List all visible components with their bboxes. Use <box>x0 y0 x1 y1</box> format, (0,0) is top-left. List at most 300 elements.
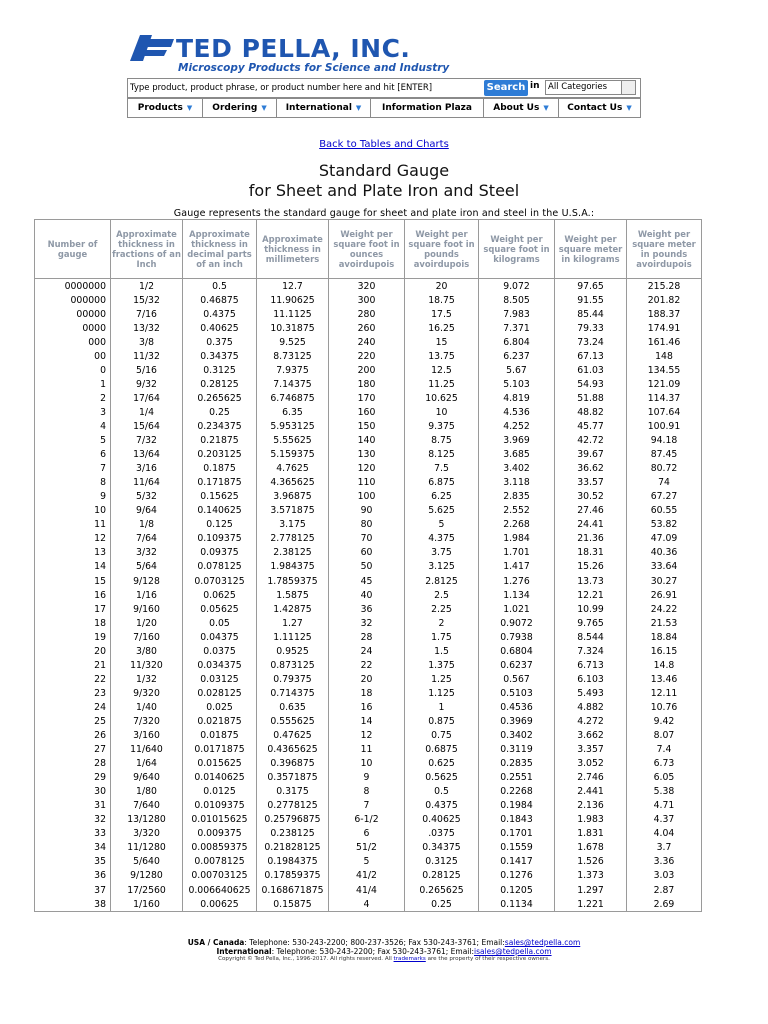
table-cell: 0.5 <box>183 279 257 294</box>
chevron-down-icon <box>621 81 635 94</box>
table-cell: 42.72 <box>555 434 627 448</box>
table-cell: 0000000 <box>35 279 111 294</box>
search-input[interactable] <box>130 80 470 96</box>
table-cell: 0.1875 <box>183 462 257 476</box>
table-cell: 60.55 <box>627 504 702 518</box>
table-cell: 27 <box>35 743 111 757</box>
table-cell: 3/320 <box>111 827 183 841</box>
table-description: Gauge represents the standard gauge for sheet and plate iron and steel in the U.S.A.: <box>173 208 595 219</box>
dropdown-arrow-icon: ▼ <box>261 104 267 112</box>
table-cell: 130 <box>329 448 405 462</box>
table-row <box>35 462 702 476</box>
table-cell: 3.357 <box>555 743 627 757</box>
table-cell: 0.015625 <box>183 757 257 771</box>
table-cell: 0.3402 <box>479 729 555 743</box>
table-cell: 23 <box>35 686 111 700</box>
table-cell: 5.67 <box>479 363 555 377</box>
column-header: Weight per square foot in kilograms <box>479 220 555 279</box>
table-cell: 0.0125 <box>183 785 257 799</box>
table-cell: 22 <box>329 658 405 672</box>
table-row <box>35 405 702 419</box>
table-cell: 17.5 <box>405 307 479 321</box>
table-cell: 7.5 <box>405 462 479 476</box>
table-cell: 29 <box>35 771 111 785</box>
table-cell: 3.118 <box>479 476 555 490</box>
table-cell: 5.38 <box>627 785 702 799</box>
nav-item-international[interactable] <box>277 99 371 117</box>
table-cell: 2 <box>35 391 111 405</box>
table-cell: 36 <box>329 602 405 616</box>
table-cell: 2.441 <box>555 785 627 799</box>
table-cell: 0 <box>35 363 111 377</box>
table-cell: 0.00703125 <box>183 869 257 883</box>
table-cell: 0.2778125 <box>257 799 329 813</box>
table-cell: 7/160 <box>111 630 183 644</box>
table-cell: 32 <box>35 813 111 827</box>
table-cell: 5/32 <box>111 490 183 504</box>
table-cell: 28 <box>35 757 111 771</box>
table-cell: 0.09375 <box>183 546 257 560</box>
table-cell: 11/640 <box>111 743 183 757</box>
table-cell: 0.15625 <box>183 490 257 504</box>
table-cell: 10 <box>329 757 405 771</box>
table-cell: 0.75 <box>405 729 479 743</box>
table-cell: 30 <box>35 785 111 799</box>
page-title-line-2: for Sheet and Plate Iron and Steel <box>248 181 520 200</box>
nav-item-information-plaza[interactable] <box>371 99 484 117</box>
table-cell: 3.052 <box>555 757 627 771</box>
table-cell: 0.3571875 <box>257 771 329 785</box>
table-cell: 6.73 <box>627 757 702 771</box>
table-cell: 10.76 <box>627 700 702 714</box>
table-cell: 7 <box>35 462 111 476</box>
dropdown-arrow-icon: ▼ <box>626 104 632 112</box>
table-cell: 3/80 <box>111 644 183 658</box>
table-cell: 1 <box>405 700 479 714</box>
table-cell: 1/8 <box>111 518 183 532</box>
table-cell: 60 <box>329 546 405 560</box>
table-cell: 16 <box>35 588 111 602</box>
table-cell: 21 <box>35 658 111 672</box>
table-cell: .0375 <box>405 827 479 841</box>
table-cell: 3.96875 <box>257 490 329 504</box>
table-cell: 0.873125 <box>257 658 329 672</box>
table-cell: 6.103 <box>555 672 627 686</box>
table-cell: 0.5625 <box>405 771 479 785</box>
table-row <box>35 532 702 546</box>
table-cell: 18.31 <box>555 546 627 560</box>
table-cell: 1/2 <box>111 279 183 294</box>
table-row <box>35 700 702 714</box>
table-cell: 2.268 <box>479 518 555 532</box>
table-cell: 10 <box>35 504 111 518</box>
table-row <box>35 377 702 391</box>
table-cell: 16 <box>329 700 405 714</box>
table-cell: 0.265625 <box>405 883 479 897</box>
table-cell: 19 <box>35 630 111 644</box>
table-cell: 100.91 <box>627 419 702 433</box>
table-cell: 0.265625 <box>183 391 257 405</box>
table-cell: 3.685 <box>479 448 555 462</box>
nav-item-about-us[interactable] <box>484 99 559 117</box>
table-cell: 9/640 <box>111 771 183 785</box>
table-cell: 0.34375 <box>183 349 257 363</box>
table-cell: 140 <box>329 434 405 448</box>
table-cell: 9 <box>35 490 111 504</box>
table-cell: 0.3125 <box>405 855 479 869</box>
table-cell: 1.983 <box>555 813 627 827</box>
table-row <box>35 869 702 883</box>
table-cell: 5 <box>329 855 405 869</box>
table-cell: 0.0375 <box>183 644 257 658</box>
table-row <box>35 391 702 405</box>
table-cell: 18.84 <box>627 630 702 644</box>
table-cell: 5.103 <box>479 377 555 391</box>
table-cell: 10 <box>405 405 479 419</box>
table-cell: 30.27 <box>627 574 702 588</box>
table-cell: 3.175 <box>257 518 329 532</box>
table-cell: 0.234375 <box>183 419 257 433</box>
table-cell: 45.77 <box>555 419 627 433</box>
isales-email-link[interactable]: isales@tedpella.com <box>474 947 552 956</box>
footer-usa-label: USA / Canada <box>187 938 245 947</box>
table-cell: 0.555625 <box>257 714 329 728</box>
table-cell: 32 <box>329 616 405 630</box>
table-cell: 1.297 <box>555 883 627 897</box>
column-header: Weight per square meter in pounds avoirdupois <box>627 220 702 279</box>
table-cell: 51/2 <box>329 841 405 855</box>
table-cell: 1.221 <box>555 897 627 912</box>
table-cell: 9.525 <box>257 335 329 349</box>
table-cell: 85.44 <box>555 307 627 321</box>
table-cell: 18.75 <box>405 293 479 307</box>
footer-international-text: : Telephone: 530-243-2200; Fax 530-243-3761; Email: <box>271 947 474 956</box>
table-cell: 2.87 <box>627 883 702 897</box>
copyright-text-end: are the property of their respective owners. <box>427 956 550 962</box>
table-cell: 90 <box>329 504 405 518</box>
dropdown-arrow-icon: ▼ <box>355 104 362 112</box>
table-cell: 12 <box>35 532 111 546</box>
table-row <box>35 644 702 658</box>
table-cell: 0.4375 <box>405 799 479 813</box>
table-cell: 2.25 <box>405 602 479 616</box>
table-cell: 9.765 <box>555 616 627 630</box>
table-cell: 0.4365625 <box>257 743 329 757</box>
column-header: Weight per square meter in kilograms <box>555 220 627 279</box>
table-cell: 6 <box>329 827 405 841</box>
table-cell: 0.1134 <box>479 897 555 912</box>
table-cell: 4.819 <box>479 391 555 405</box>
table-row <box>35 841 702 855</box>
table-cell: 6-1/2 <box>329 813 405 827</box>
table-cell: 1.375 <box>405 658 479 672</box>
table-cell: 0.47625 <box>257 729 329 743</box>
table-cell: 2.136 <box>555 799 627 813</box>
table-cell: 0.15875 <box>257 897 329 912</box>
table-cell: 4.536 <box>479 405 555 419</box>
table-cell: 17 <box>35 602 111 616</box>
table-cell: 40 <box>329 588 405 602</box>
table-cell: 0.635 <box>257 700 329 714</box>
table-cell: 17/64 <box>111 391 183 405</box>
table-cell: 0.25796875 <box>257 813 329 827</box>
table-cell: 18 <box>35 616 111 630</box>
table-cell: 26.91 <box>627 588 702 602</box>
table-cell: 15/32 <box>111 293 183 307</box>
page-title-line-1: Standard Gauge <box>318 161 450 180</box>
table-cell: 15 <box>405 335 479 349</box>
table-cell: 47.09 <box>627 532 702 546</box>
table-cell: 0.25 <box>405 897 479 912</box>
table-cell: 50 <box>329 560 405 574</box>
table-cell: 7/16 <box>111 307 183 321</box>
table-cell: 0.2551 <box>479 771 555 785</box>
table-cell: 0.25 <box>183 405 257 419</box>
table-row <box>35 686 702 700</box>
table-cell: 0.009375 <box>183 827 257 841</box>
table-cell: 1.678 <box>555 841 627 855</box>
table-cell: 30.52 <box>555 490 627 504</box>
table-cell: 31 <box>35 799 111 813</box>
table-cell: 174.91 <box>627 321 702 335</box>
table-cell: 54.93 <box>555 377 627 391</box>
table-cell: 0.875 <box>405 714 479 728</box>
table-row <box>35 785 702 799</box>
table-cell: 80.72 <box>627 462 702 476</box>
table-cell: 6.05 <box>627 771 702 785</box>
table-cell: 70 <box>329 532 405 546</box>
table-cell: 14 <box>329 714 405 728</box>
table-cell: 73.24 <box>555 335 627 349</box>
table-cell: 11/64 <box>111 476 183 490</box>
table-row <box>35 349 702 363</box>
table-cell: 0.714375 <box>257 686 329 700</box>
table-cell: 5.493 <box>555 686 627 700</box>
table-row <box>35 729 702 743</box>
table-cell: 18 <box>329 686 405 700</box>
table-cell: 0.46875 <box>183 293 257 307</box>
table-cell: 1.276 <box>479 574 555 588</box>
footer-usa-contact <box>0 938 768 947</box>
table-row <box>35 658 702 672</box>
table-cell: 0.168671875 <box>257 883 329 897</box>
footer-international-label: International <box>216 947 272 956</box>
table-row <box>35 307 702 321</box>
table-cell: 0.0140625 <box>183 771 257 785</box>
table-cell: 1.125 <box>405 686 479 700</box>
table-cell: 11.1125 <box>257 307 329 321</box>
table-row <box>35 434 702 448</box>
table-cell: 41/4 <box>329 883 405 897</box>
table-cell: 110 <box>329 476 405 490</box>
table-cell: 0.5 <box>405 785 479 799</box>
category-select[interactable] <box>545 80 636 95</box>
table-cell: 2.5 <box>405 588 479 602</box>
nav-item-label: Products <box>137 103 183 113</box>
table-cell: 16.25 <box>405 321 479 335</box>
table-cell: 0.0109375 <box>183 799 257 813</box>
table-cell: 1.5875 <box>257 588 329 602</box>
table-cell: 9.072 <box>479 279 555 294</box>
table-cell: 1.417 <box>479 560 555 574</box>
table-cell: 53.82 <box>627 518 702 532</box>
table-cell: 67.13 <box>555 349 627 363</box>
table-row <box>35 714 702 728</box>
table-cell: 7 <box>329 799 405 813</box>
back-to-tables-link[interactable]: Back to Tables and Charts <box>319 139 449 150</box>
table-cell: 28 <box>329 630 405 644</box>
table-cell: 0.0703125 <box>183 574 257 588</box>
table-cell: 7.324 <box>555 644 627 658</box>
table-cell: 0.28125 <box>183 377 257 391</box>
column-header: Approximate thickness in fractions of an Inch <box>111 220 183 279</box>
logo[interactable] <box>130 33 450 79</box>
search-button[interactable]: Search <box>484 80 528 96</box>
table-cell: 4.375 <box>405 532 479 546</box>
table-cell: 87.45 <box>627 448 702 462</box>
table-cell: 15.26 <box>555 560 627 574</box>
table-cell: 94.18 <box>627 434 702 448</box>
table-cell: 0.1417 <box>479 855 555 869</box>
table-cell: 7.983 <box>479 307 555 321</box>
table-cell: 3.36 <box>627 855 702 869</box>
gauge-table <box>34 219 702 912</box>
table-cell: 180 <box>329 377 405 391</box>
table-row <box>35 799 702 813</box>
nav-item-label: Ordering <box>212 103 258 113</box>
category-select-value: All Categories <box>548 82 608 92</box>
column-header: Weight per square foot in ounces avoirdupois <box>329 220 405 279</box>
table-cell: 26 <box>35 729 111 743</box>
table-cell: 4.71 <box>627 799 702 813</box>
table-row <box>35 588 702 602</box>
table-row <box>35 602 702 616</box>
column-header: Number of gauge <box>35 220 111 279</box>
table-cell: 4.365625 <box>257 476 329 490</box>
main-nav <box>127 98 641 118</box>
page-title <box>0 161 768 201</box>
table-cell: 37 <box>35 883 111 897</box>
table-cell: 11 <box>329 743 405 757</box>
table-row <box>35 476 702 490</box>
table-cell: 1/32 <box>111 672 183 686</box>
table-cell: 12.21 <box>555 588 627 602</box>
table-cell: 0.3175 <box>257 785 329 799</box>
table-cell: 21.53 <box>627 616 702 630</box>
table-cell: 3.125 <box>405 560 479 574</box>
table-cell: 9/64 <box>111 504 183 518</box>
nav-item-contact-us[interactable] <box>559 99 640 117</box>
table-cell: 24 <box>35 700 111 714</box>
table-cell: 0.021875 <box>183 714 257 728</box>
table-cell: 3.75 <box>405 546 479 560</box>
table-cell: 2.69 <box>627 897 702 912</box>
dropdown-arrow-icon: ▼ <box>543 104 549 112</box>
table-cell: 97.65 <box>555 279 627 294</box>
table-cell: 1.831 <box>555 827 627 841</box>
table-cell: 4.37 <box>627 813 702 827</box>
table-cell: 5/16 <box>111 363 183 377</box>
table-cell: 2.552 <box>479 504 555 518</box>
table-cell: 0.140625 <box>183 504 257 518</box>
table-cell: 201.82 <box>627 293 702 307</box>
nav-item-ordering[interactable] <box>203 99 277 117</box>
trademarks-link[interactable]: trademarks <box>393 956 426 962</box>
table-row <box>35 321 702 335</box>
table-cell: 3/16 <box>111 462 183 476</box>
table-cell: 36.62 <box>555 462 627 476</box>
table-row <box>35 560 702 574</box>
table-cell: 13.73 <box>555 574 627 588</box>
table-cell: 4 <box>35 419 111 433</box>
table-cell: 24.41 <box>555 518 627 532</box>
table-cell: 1/4 <box>111 405 183 419</box>
table-cell: 0.1701 <box>479 827 555 841</box>
table-cell: 240 <box>329 335 405 349</box>
table-cell: 0.7938 <box>479 630 555 644</box>
table-cell: 33.64 <box>627 560 702 574</box>
table-row <box>35 490 702 504</box>
table-cell: 0.05625 <box>183 602 257 616</box>
sales-email-link[interactable]: sales@tedpella.com <box>504 938 581 947</box>
table-cell: 300 <box>329 293 405 307</box>
table-cell: 148 <box>627 349 702 363</box>
nav-item-label: Information Plaza <box>382 103 472 113</box>
table-cell: 4 <box>329 897 405 912</box>
table-cell: 0.1843 <box>479 813 555 827</box>
table-cell: 0.028125 <box>183 686 257 700</box>
table-cell: 1.25 <box>405 672 479 686</box>
table-cell: 150 <box>329 419 405 433</box>
table-cell: 3.03 <box>627 869 702 883</box>
table-cell: 11/320 <box>111 658 183 672</box>
table-cell: 0.28125 <box>405 869 479 883</box>
table-cell: 0.025 <box>183 700 257 714</box>
table-cell: 7.4 <box>627 743 702 757</box>
footer-usa-text: : Telephone: 530-243-2200; 800-237-3526; Fax 530-243-3761; Email: <box>244 938 505 947</box>
table-cell: 0.034375 <box>183 658 257 672</box>
table-cell: 0.4375 <box>183 307 257 321</box>
table-cell: 8 <box>35 476 111 490</box>
table-cell: 220 <box>329 349 405 363</box>
table-cell: 0.00625 <box>183 897 257 912</box>
table-cell: 121.09 <box>627 377 702 391</box>
table-cell: 12.11 <box>627 686 702 700</box>
table-cell: 79.33 <box>555 321 627 335</box>
table-cell: 34 <box>35 841 111 855</box>
table-cell: 67.27 <box>627 490 702 504</box>
table-cell: 0.1205 <box>479 883 555 897</box>
table-cell: 80 <box>329 518 405 532</box>
table-cell: 0.625 <box>405 757 479 771</box>
table-cell: 4.882 <box>555 700 627 714</box>
column-header: Weight per square foot in pounds avoirdupois <box>405 220 479 279</box>
table-cell: 4.272 <box>555 714 627 728</box>
table-cell: 1.134 <box>479 588 555 602</box>
table-cell: 5.55625 <box>257 434 329 448</box>
nav-item-products[interactable] <box>128 99 203 117</box>
table-cell: 6.35 <box>257 405 329 419</box>
table-cell: 1/80 <box>111 785 183 799</box>
table-cell: 3.571875 <box>257 504 329 518</box>
table-row <box>35 448 702 462</box>
table-row <box>35 743 702 757</box>
table-cell: 000 <box>35 335 111 349</box>
table-cell: 0.9072 <box>479 616 555 630</box>
table-cell: 0.238125 <box>257 827 329 841</box>
table-cell: 0.006640625 <box>183 883 257 897</box>
table-cell: 280 <box>329 307 405 321</box>
